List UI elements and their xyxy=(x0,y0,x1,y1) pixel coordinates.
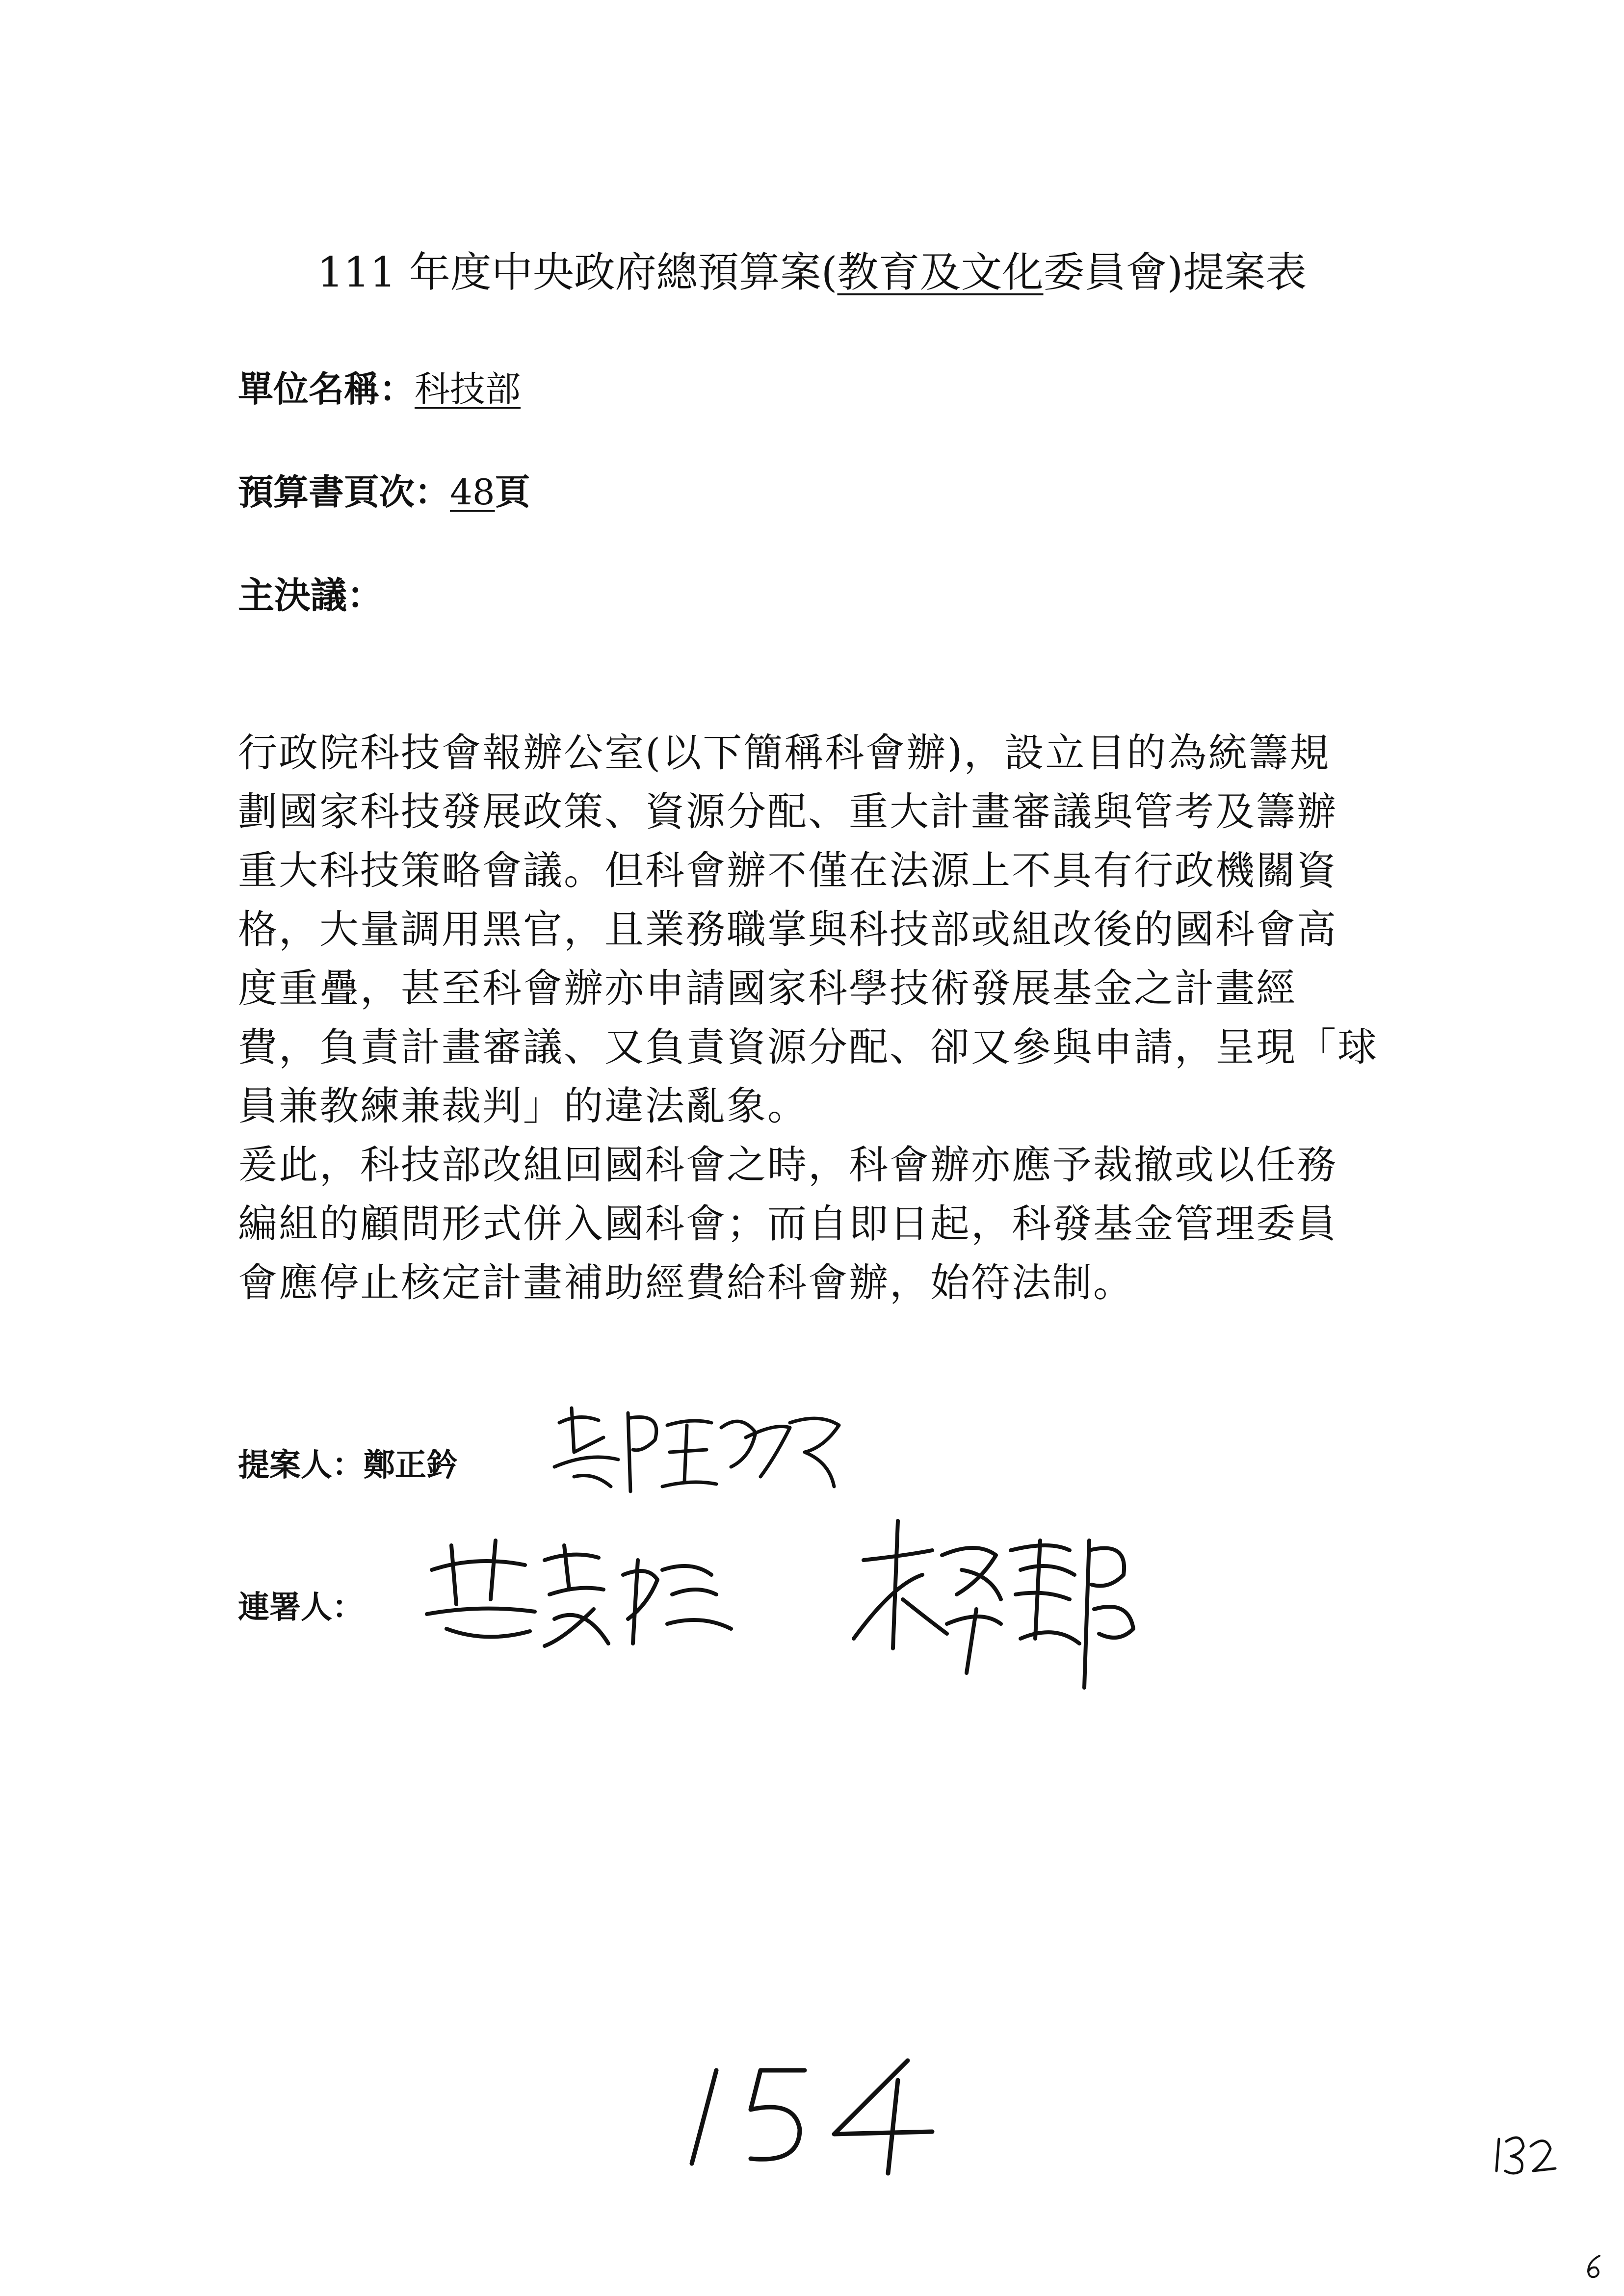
proposer-field xyxy=(238,1440,458,1485)
budget-page-value: 48 xyxy=(450,471,495,513)
handwritten-corner-mark xyxy=(1582,2252,1607,2281)
handwritten-page-number xyxy=(677,2047,952,2178)
budget-page-field xyxy=(238,464,530,515)
cosigner-signature-2 xyxy=(834,1511,1148,1707)
handwritten-margin-number xyxy=(1492,2129,1560,2178)
unit-name-value: 科技部 xyxy=(415,368,521,410)
document-title xyxy=(0,239,1624,299)
body-line: 度重疊，甚至科會辦亦申請國家科學技術發展基金之計畫經 xyxy=(238,965,1297,1011)
body-line: 重大科技策略會議。但科會辦不僅在法源上不具有行政機關資 xyxy=(238,848,1337,893)
body-line: 會應停止核定計畫補助經費給科會辦，始符法制。 xyxy=(238,1260,1134,1305)
body-line: 員兼教練兼裁判」的違法亂象。 xyxy=(238,1083,808,1129)
page-number-text: 154 xyxy=(677,2047,687,2052)
title-prefix: 111 年度中央政府總預算案( xyxy=(317,248,838,296)
title-suffix: 委員會)提案表 xyxy=(1043,248,1307,296)
unit-name-field xyxy=(238,361,521,412)
cosigner-label: 連署人： xyxy=(238,1590,364,1626)
resolution-heading: 主決議： xyxy=(238,574,383,617)
body-line: 爰此，科技部改組回國科會之時，科會辦亦應予裁撤或以任務 xyxy=(238,1142,1337,1188)
proposer-name: 鄭正鈐 xyxy=(364,1447,458,1484)
unit-name-label: 單位名稱： xyxy=(238,368,415,410)
proposer-signature xyxy=(545,1393,868,1511)
title-committee: 教育及文化 xyxy=(837,248,1044,296)
body-line: 行政院科技會報辦公室(以下簡稱科會辦)，設立目的為統籌規 xyxy=(238,730,1331,776)
cosigner-signature-1 xyxy=(417,1531,751,1658)
body-line: 格，大量調用黑官，且業務職掌與科技部或組改後的國科會高 xyxy=(238,907,1337,952)
proposer-label: 提案人： xyxy=(238,1447,364,1484)
body-line: 費，負責計畫審議、又負責資源分配、卻又參與申請，呈現「球 xyxy=(238,1024,1378,1070)
budget-page-unit: 頁 xyxy=(495,471,530,513)
budget-page-label: 預算書頁次： xyxy=(238,471,450,513)
body-line: 編組的顧問形式併入國科會；而自即日起，科發基金管理委員 xyxy=(238,1201,1337,1247)
body-line: 劃國家科技發展政策、資源分配、重大計畫審議與管考及籌辦 xyxy=(238,789,1337,835)
